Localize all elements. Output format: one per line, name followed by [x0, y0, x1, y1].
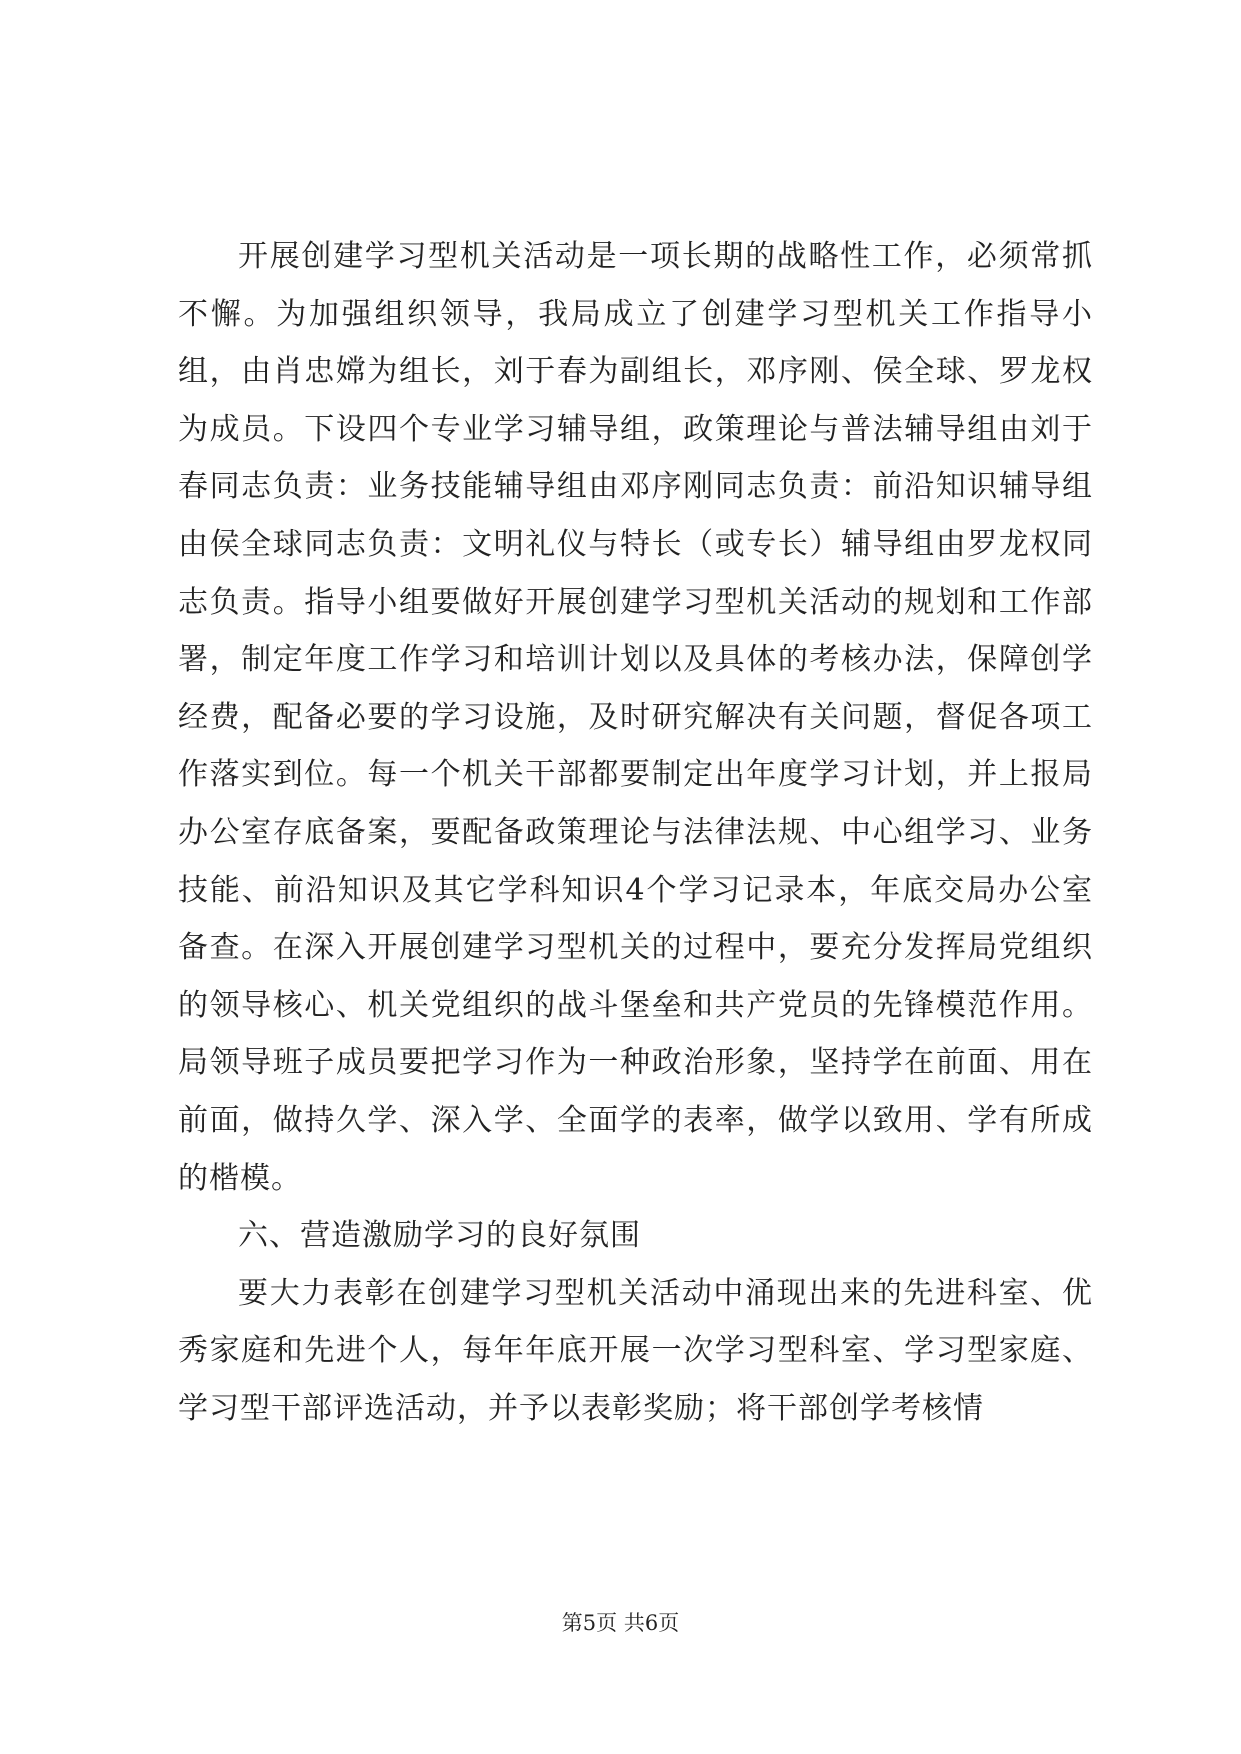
- body-paragraph-1: 开展创建学习型机关活动是一项长期的战略性工作，必须常抓不懈。为加强组织领导，我局成立了创建学习型机关工作指导小组，由肖忠嫦为组长，刘于春为副组长，邓序刚、侯全球、罗龙权为成员。下设四个专业学习辅导组，政策理论与普法辅导组由刘于春同志负责：业务技能辅导组由邓序刚同志负责：前沿知识辅导组由侯全球同志负责：文明礼仪与特长（或专长）辅导组由罗龙权同志负责。指导小组要做好开展创建学习型机关活动的规划和工作部署，制定年度工作学习和培训计划以及具体的考核办法，保障创学经费，配备必要的学习设施，及时研究解决有关问题，督促各项工作落实到位。每一个机关干部都要制定出年度学习计划，并上报局办公室存底备案，要配备政策理论与法律法规、中心组学习、业务技能、前沿知识及其它学科知识4个学习记录本，年底交局办公室备查。在深入开展创建学习型机关的过程中，要充分发挥局党组织的领导核心、机关党组织的战斗堡垒和共产党员的先锋模范作用。局领导班子成员要把学习作为一种政治形象，坚持学在前面、用在前面，做持久学、深入学、全面学的表率，做学以致用、学有所成的楷模。: [178, 239, 1093, 1196]
- document-body: [178, 228, 1093, 1437]
- section-heading: 六、营造激励学习的良好氛围: [238, 1218, 641, 1254]
- page-footer: 第5页 共6页: [561, 1611, 680, 1635]
- body-paragraph-2: 要大力表彰在创建学习型机关活动中涌现出来的先进科室、优秀家庭和先进个人，每年年底开展一次学习型科室、学习型家庭、学习型干部评选活动，并予以表彰奖励；将干部创学考核情: [178, 1275, 1093, 1426]
